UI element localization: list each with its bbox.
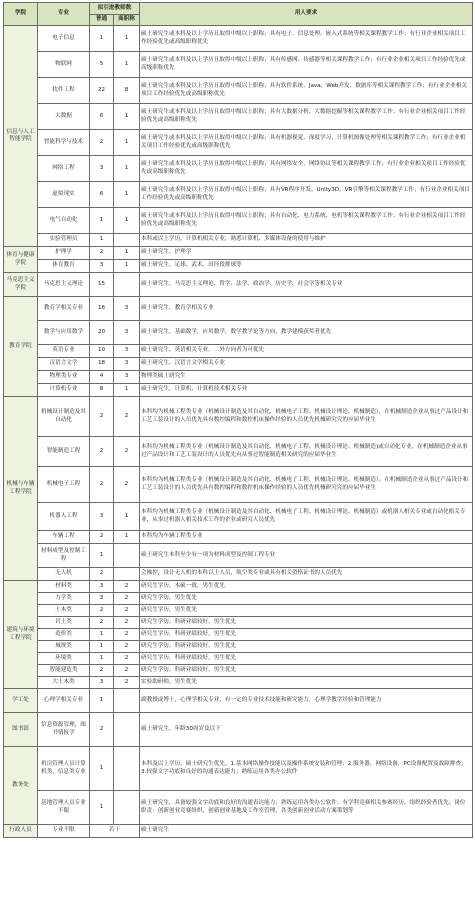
requirement-cell: 本科均为机械工程类专业（机械设计制造及其自动化、机械电子工程、机械设计理论、机械制造）。在机械制造企业从事过产品设计和工艺工装设计的人员优先具有数控编程和数控机床操作经验的人员优先机械研究究的应届毕业生 (140, 467, 473, 503)
requirement-cell: 副教授或博士，心理学相关专业，有一定的专业技术技能和研究能力，心理学教学经验和管理能力 (140, 689, 473, 713)
requirement-cell: 硕士研究生 (140, 825, 473, 838)
high-title-count-cell: 2 (114, 677, 140, 689)
major-cell: 机械电子工程 (38, 467, 90, 503)
recruitment-table-wrapper (3, 2, 472, 838)
requirement-cell: 硕士研究生或本科及以上学历且取得中级以上职称；具有传感网、传感器等相关课程教学工作；有行业企业相关项目工作经验优先或高级职称优先 (140, 52, 473, 78)
regular-count-cell: 6 (90, 182, 114, 208)
requirement-cell: 硕士研究生或本科及以上学历且取得中级以上职称；具有软件系统、Java、Web开发、数据库等相关课程教学工作；有行业企业相关项目工作经验优先或高级职称优先 (140, 78, 473, 104)
major-cell: 智能建造类 (38, 665, 90, 677)
regular-count-cell: 6 (90, 104, 114, 130)
table-row (4, 568, 473, 581)
table-row (4, 503, 473, 531)
regular-count-cell: 3 (90, 503, 114, 531)
major-cell: 岩土类 (38, 617, 90, 629)
table-row (4, 677, 473, 689)
regular-count-cell: 22 (90, 78, 114, 104)
table-row (4, 617, 473, 629)
major-cell: 专业不限 (38, 825, 90, 838)
table-row (4, 713, 473, 747)
major-cell: 大土木类 (38, 677, 90, 689)
high-title-count-cell (114, 713, 140, 747)
requirement-cell: 硕士研究生，具备较强文字功底和良好的沟通表达能力；熟练运用各类办公软件；有学科竞赛相关参赛经历，组织经验者优先；岗位职责：创新创业竞赛组织，创新创业基地及工作室管理，各类创新创业活动方案策划等 (140, 791, 473, 825)
high-title-count-cell (114, 689, 140, 713)
requirement-cell: 硕士研究生，英语相关专业，二外方向者为可优先 (140, 345, 473, 358)
requirement-cell: 硕士研究生，计算机、计算机技术相关专业 (140, 384, 473, 397)
regular-count-cell: 1 (90, 689, 114, 713)
regular-count-cell: 2 (90, 617, 114, 629)
table-row (4, 260, 473, 273)
requirement-cell: 研究生学历，科研业绩较好，男生优先 (140, 641, 473, 653)
major-cell: 造价类 (38, 629, 90, 641)
major-cell: 电气自动化 (38, 208, 90, 234)
regular-count-cell: 3 (90, 677, 114, 689)
table-row (4, 689, 473, 713)
high-title-count-cell: 3 (114, 297, 140, 321)
requirement-cell: 本科或以上学历，计算机相关专业，熟悉计算机、多媒体设备的使用与维护 (140, 234, 473, 247)
major-cell: 心理学相关专业 (38, 689, 90, 713)
table-row (4, 182, 473, 208)
major-cell: 网络工程 (38, 156, 90, 182)
requirement-cell: 物理类硕士研究生 (140, 371, 473, 384)
major-cell: 机械设计制造及其自动化 (38, 397, 90, 437)
table-row (4, 345, 473, 358)
high-title-count-cell: 3 (114, 358, 140, 371)
college-cell: 教育学院 (4, 297, 38, 397)
major-cell: 马克思主义理论 (38, 273, 90, 297)
table-row (4, 641, 473, 653)
requirement-cell: 本科均为机械工程类专业（机械设计制造及其自动化、机械电子工程、机械设计理论、机械制造）或机器人相关专业或自动化相关专业，从事过机器人相关技术工作的企业或研究人员优先 (140, 503, 473, 531)
high-title-count-cell: 1 (114, 130, 140, 156)
table-row (4, 397, 473, 437)
major-cell: 软件工程 (38, 78, 90, 104)
major-cell: 汉语言文学 (38, 358, 90, 371)
requirement-cell: 硕士研究生或本科及以上学历且取得中级以上职称；具有网络安全、网络协议等相关课程教学工作；有行业企业相关项目工作经验优先或高级职称优先 (140, 156, 473, 182)
table-row (4, 156, 473, 182)
table-row (4, 653, 473, 665)
table-row (4, 208, 473, 234)
high-title-count-cell: 2 (114, 629, 140, 641)
major-cell: 土木类 (38, 605, 90, 617)
regular-count-cell: 1 (90, 641, 114, 653)
college-cell: 机械与车辆工程学院 (4, 397, 38, 581)
requirement-cell: 硕士研究生，汉语言文学相关专业 (140, 358, 473, 371)
table-row (4, 297, 473, 321)
college-cell: 建筑与环境工程学院 (4, 581, 38, 689)
requirement-cell: 研究生学历，男生优先 (140, 593, 473, 605)
high-title-count-cell (114, 234, 140, 247)
header-college: 学院 (4, 3, 38, 26)
high-title-count-cell: 1 (114, 156, 140, 182)
major-cell: 虚拟现实 (38, 182, 90, 208)
regular-count-cell: 2 (90, 665, 114, 677)
regular-count-cell: 5 (90, 52, 114, 78)
major-cell: 无人机 (38, 568, 90, 581)
major-cell: 机器人工程 (38, 503, 90, 531)
major-cell: 英语专业 (38, 345, 90, 358)
major-cell: 护理学 (38, 247, 90, 260)
major-cell: 物理类专业 (38, 371, 90, 384)
recruitment-table (3, 2, 473, 838)
regular-count-cell: 2 (90, 605, 114, 617)
high-title-count-cell: 2 (114, 653, 140, 665)
table-row (4, 321, 473, 345)
high-title-count-cell: 3 (114, 371, 140, 384)
regular-count-cell: 20 (90, 321, 114, 345)
high-title-count-cell: 2 (114, 581, 140, 593)
table-row (4, 52, 473, 78)
high-title-count-cell: 3 (114, 345, 140, 358)
major-cell: 实验管理员 (38, 234, 90, 247)
requirement-cell: 硕士研究生或本科及以上学历且取得中级以上职称；具有自动化、电力系统、电机等相关课程教学工作；有行业企业相关项目工作经验优先或高级职称优先 (140, 208, 473, 234)
requirement-cell: 硕士研究生本科至少有一项为材料成型及控制工程专业 (140, 544, 473, 568)
table-row (4, 234, 473, 247)
high-title-count-cell (114, 791, 140, 825)
table-row (4, 825, 473, 838)
regular-count-cell: 2 (90, 437, 114, 467)
table-row (4, 593, 473, 605)
regular-count-cell: 3 (90, 593, 114, 605)
high-title-count-cell: 1 (114, 531, 140, 544)
requirement-cell: 研究生学历，本硕一致，男生优先 (140, 581, 473, 593)
requirement-cell: 本科均为机械工程类专业（机械设计制造及其自动化、机械电子工程、机械设计理论、机械制造)或自动化专业，在机械制造企业从事过产品设计和工艺工装设计的人员优先有从事过智能制造相关研究的应届毕业生 (140, 437, 473, 467)
high-title-count-cell: 2 (114, 397, 140, 437)
high-title-count-cell: 1 (114, 260, 140, 273)
table-header (4, 3, 473, 26)
high-title-count-cell: 2 (114, 467, 140, 503)
major-cell: 教育学相关专业 (38, 297, 90, 321)
high-title-count-cell: 1 (114, 104, 140, 130)
requirement-cell: 本科均为车辆工程类专业 (140, 531, 473, 544)
table-row (4, 130, 473, 156)
requirement-cell: 硕士研究生，教育学相关专业 (140, 297, 473, 321)
regular-count-cell: 4 (90, 371, 114, 384)
major-cell: 智能科学与技术 (38, 130, 90, 156)
college-cell: 学工处 (4, 689, 38, 713)
regular-count-cell: 1 (90, 234, 114, 247)
high-title-count-cell (114, 747, 140, 791)
requirement-cell: 硕士研究生或本科及以上学历且取得中级以上职称；具有大数据分析、大数据挖掘等相关课程教学工作；有行业企业相关项目工作经验优先或高级职称优先 (140, 104, 473, 130)
high-title-count-cell: 1 (114, 208, 140, 234)
major-cell: 机房管理人员计算机类、信息类专业 (38, 747, 90, 791)
table-row (4, 371, 473, 384)
requirement-cell: 硕士研究生，基础数学，应用数学，数学教学论等方向，教学建模获奖者优先 (140, 321, 473, 345)
regular-count-cell: 10 (90, 345, 114, 358)
major-cell: 数学与应用数学 (38, 321, 90, 345)
requirement-cell: 硕士研究生，马克思主义理论、哲学、法学、政治学、历史学，社会学等相关专业 (140, 273, 473, 297)
high-title-count-cell: 8 (114, 78, 140, 104)
regular-count-cell: 2 (90, 568, 114, 581)
table-row (4, 384, 473, 397)
college-cell: 图书馆 (4, 713, 38, 747)
major-cell: 材料类 (38, 581, 90, 593)
header-quota: 拟引进教师数 (90, 3, 140, 15)
regular-count-cell: 若干 (90, 825, 140, 838)
major-cell: 物联网 (38, 52, 90, 78)
header-major: 专业 (38, 3, 90, 26)
college-cell: 体育与健康学院 (4, 247, 38, 273)
college-cell: 教务处 (4, 747, 38, 825)
regular-count-cell: 1 (90, 791, 114, 825)
major-cell: 体育教育 (38, 260, 90, 273)
table-row (4, 358, 473, 371)
table-row (4, 747, 473, 791)
regular-count-cell: 3 (90, 581, 114, 593)
table-row (4, 78, 473, 104)
major-cell: 城规类 (38, 641, 90, 653)
header-high-title: 高职称 (114, 15, 140, 26)
high-title-count-cell: 2 (114, 605, 140, 617)
table-row (4, 665, 473, 677)
regular-count-cell: 2 (90, 467, 114, 503)
major-cell: 信息资源管理，图书情报学 (38, 713, 90, 747)
major-cell: 大数据 (38, 104, 90, 130)
regular-count-cell: 16 (90, 297, 114, 321)
high-title-count-cell: 1 (114, 384, 140, 397)
regular-count-cell: 1 (90, 629, 114, 641)
requirement-cell: 会操控，设计无人机的本科以上人员，航空类专业或具有相关资格证书的人员优先 (140, 568, 473, 581)
header-regular: 普通 (90, 15, 114, 26)
table-row (4, 791, 473, 825)
regular-count-cell: 1 (90, 653, 114, 665)
high-title-count-cell: 1 (114, 26, 140, 52)
table-row (4, 467, 473, 503)
table-row (4, 605, 473, 617)
table-row (4, 581, 473, 593)
regular-count-cell: 18 (90, 358, 114, 371)
regular-count-cell: 1 (90, 208, 114, 234)
regular-count-cell: 1 (90, 747, 114, 791)
table-row (4, 26, 473, 52)
major-cell: 电子信息 (38, 26, 90, 52)
high-title-count-cell: 1 (114, 52, 140, 78)
regular-count-cell: 2 (90, 130, 114, 156)
table-row (4, 629, 473, 641)
requirement-cell: 实验助研师，男生优先 (140, 677, 473, 689)
high-title-count-cell: 1 (114, 503, 140, 531)
requirement-cell: 本科及以上学历，硕士研究生优先。1.基本网络操作技能以及操作系统安装和管理；2.服务器，网络设备，PC设备配置及故障排查；3.较强文字功底和良好的沟通表达能力；熟练运用各类办公软件 (140, 747, 473, 791)
high-title-count-cell: 1 (114, 247, 140, 260)
major-cell: 材料成型及控制工程 (38, 544, 90, 568)
regular-count-cell: 8 (90, 384, 114, 397)
college-cell: 行政人员 (4, 825, 38, 838)
requirement-cell: 研究生学历，科研业绩较好，男生优先 (140, 653, 473, 665)
major-cell: 基地管理人员专业不限 (38, 791, 90, 825)
requirement-cell: 硕士研究生或本科及以上学历且取得中级以上职称；具有电子、信息处理、嵌入式系统等相关课程教学工作；有行业企业相关项目工作经验优先或高级职称优先 (140, 26, 473, 52)
high-title-count-cell: 2 (114, 665, 140, 677)
requirement-cell: 本科均为机械工程类专业（机械设计制造及其自动化、机械电子工程、机械设计理论、机械制造）。在机械制造企业从事过产品设计和工艺工装设计的人员优先具有数控编程和数控机床操作经验的人员优先机械研究究的应届毕业生 (140, 397, 473, 437)
requirement-cell: 研究生学历，男生优先 (140, 605, 473, 617)
major-cell: 计算机专业 (38, 384, 90, 397)
regular-count-cell: 1 (90, 26, 114, 52)
requirement-cell: 硕士研究生，足球、武术、田径段排球等 (140, 260, 473, 273)
table-row (4, 247, 473, 260)
regular-count-cell: 3 (90, 156, 114, 182)
high-title-count-cell: 2 (114, 437, 140, 467)
regular-count-cell: 15 (90, 273, 114, 297)
regular-count-cell: 2 (90, 247, 114, 260)
high-title-count-cell (114, 273, 140, 297)
regular-count-cell: 2 (90, 531, 114, 544)
regular-count-cell: 2 (90, 713, 114, 747)
table-row (4, 544, 473, 568)
requirement-cell: 研究生学历，科研业绩较好，男生优先 (140, 617, 473, 629)
major-cell: 车辆工程 (38, 531, 90, 544)
high-title-count-cell: 2 (114, 593, 140, 605)
high-title-count-cell: 1 (114, 182, 140, 208)
college-cell: 信息与人工智能学院 (4, 26, 38, 247)
requirement-cell: 研究生学历，科研业绩较好，男生优先 (140, 665, 473, 677)
requirement-cell: 硕士研究生，年龄30周岁及以下 (140, 713, 473, 747)
high-title-count-cell: 2 (114, 617, 140, 629)
high-title-count-cell: 2 (114, 641, 140, 653)
major-cell: 力学类 (38, 593, 90, 605)
table-row (4, 531, 473, 544)
major-cell: 智能制造工程 (38, 437, 90, 467)
requirement-cell: 硕士研究生或本科及以上学历且取得中级以上职称；具有机器视觉、深度学习、计算机图像处理等相关课程教学工作；有行业企业相关项目工作经验优先或高级职称优先 (140, 130, 473, 156)
regular-count-cell: 3 (90, 260, 114, 273)
high-title-count-cell (114, 568, 140, 581)
college-cell: 马克思主义学院 (4, 273, 38, 297)
table-body (4, 26, 473, 838)
regular-count-cell: 2 (90, 397, 114, 437)
table-row (4, 437, 473, 467)
high-title-count-cell (114, 544, 140, 568)
table-row (4, 273, 473, 297)
requirement-cell: 研究生学历，科研业绩较好，男生优先 (140, 629, 473, 641)
major-cell: 环境类 (38, 653, 90, 665)
high-title-count-cell: 3 (114, 321, 140, 345)
table-row (4, 104, 473, 130)
requirement-cell: 硕士研究生，护理学 (140, 247, 473, 260)
requirement-cell: 硕士研究生或本科及以上学历且取得中级以上职称；具有VR程序开发、Unity3D、VR引擎等相关课程教学工作；有行业企业相关项目工作经验优先或高级职称优先 (140, 182, 473, 208)
header-requirement: 用人要求 (140, 3, 473, 26)
regular-count-cell: 1 (90, 544, 114, 568)
